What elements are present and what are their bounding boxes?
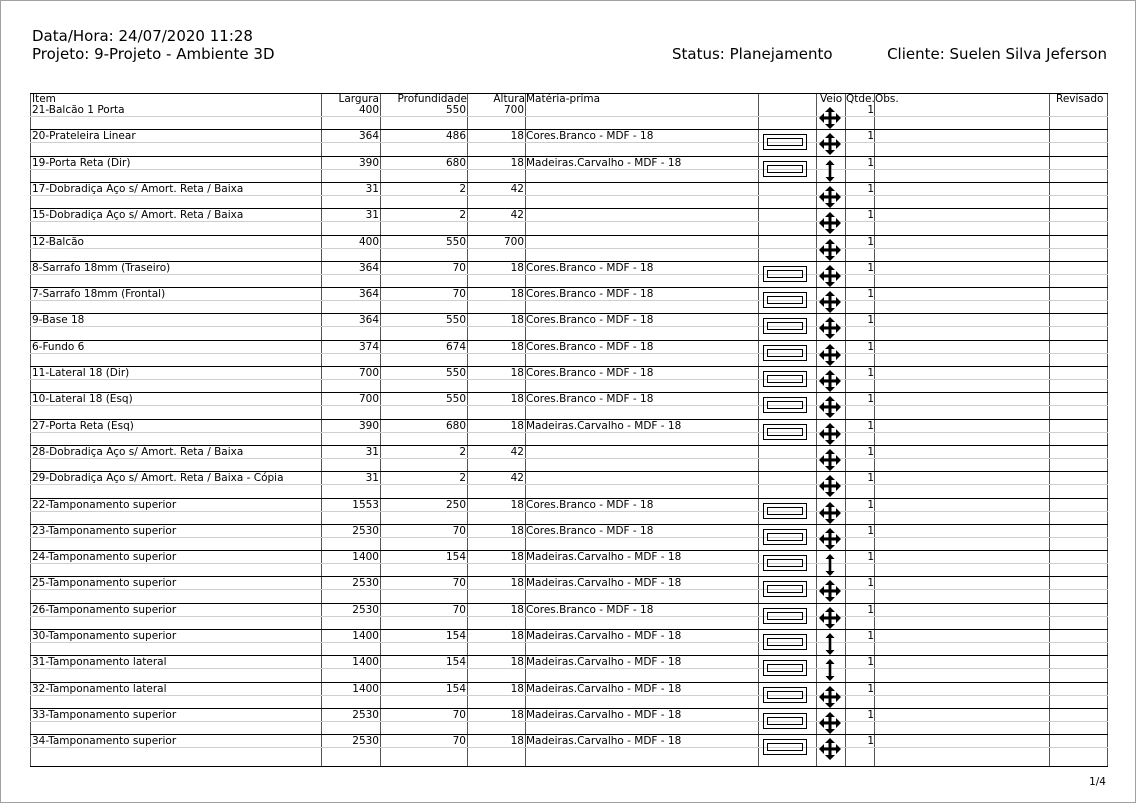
cell-item: 25-Tamponamento superior xyxy=(32,577,177,590)
cell-profundidade: 550 xyxy=(445,367,466,379)
cell-item: 34-Tamponamento superior xyxy=(32,735,177,748)
cell-profundidade: 2 xyxy=(459,445,466,458)
col-qtde: Qtde. xyxy=(846,93,875,105)
cell-item: 22-Tamponamento superior xyxy=(32,498,177,511)
cell-materia: Cores.Branco - MDF - 18 xyxy=(526,130,654,143)
cell-profundidade: 154 xyxy=(445,630,466,642)
panel-icon xyxy=(763,555,807,571)
cell-profundidade: 550 xyxy=(445,235,466,248)
panel-icon xyxy=(763,660,807,676)
grain-4way-arrow-icon xyxy=(818,737,842,761)
cell-altura: 18 xyxy=(510,419,524,432)
cell-profundidade: 70 xyxy=(452,288,466,301)
cell-largura: 31 xyxy=(365,472,379,485)
grain-4way-arrow-icon xyxy=(818,395,842,419)
col-obs: Obs. xyxy=(875,93,899,105)
cell-item: 7-Sarrafo 18mm (Frontal) xyxy=(32,288,166,301)
cell-qtde: 1 xyxy=(867,104,874,116)
cell-qtde: 1 xyxy=(867,472,874,485)
cell-altura: 18 xyxy=(510,130,524,143)
cell-qtde: 1 xyxy=(867,393,874,406)
col-altura: Altura xyxy=(493,93,525,105)
panel-icon xyxy=(763,581,807,597)
cell-altura: 18 xyxy=(510,393,524,406)
cell-altura: 18 xyxy=(510,708,524,721)
panel-icon xyxy=(763,634,807,650)
cell-altura: 700 xyxy=(503,235,524,248)
cell-altura: 18 xyxy=(510,261,524,274)
cell-qtde: 1 xyxy=(867,209,874,222)
cell-largura: 374 xyxy=(358,340,379,353)
cell-largura: 364 xyxy=(358,288,379,301)
grain-4way-arrow-icon xyxy=(818,685,842,709)
grain-4way-arrow-icon xyxy=(818,474,842,498)
cell-materia: Cores.Branco - MDF - 18 xyxy=(526,393,654,406)
cell-materia: Madeiras.Carvalho - MDF - 18 xyxy=(526,656,682,669)
cell-qtde: 1 xyxy=(867,630,874,642)
cell-altura: 18 xyxy=(510,603,524,616)
grain-4way-arrow-icon xyxy=(818,501,842,525)
panel-icon xyxy=(763,608,807,624)
grain-4way-arrow-icon xyxy=(818,106,842,130)
grain-4way-arrow-icon xyxy=(818,238,842,262)
panel-icon xyxy=(763,371,807,387)
cell-altura: 42 xyxy=(510,445,524,458)
cell-largura: 31 xyxy=(365,445,379,458)
cell-qtde: 1 xyxy=(867,498,874,511)
grain-4way-arrow-icon xyxy=(818,527,842,551)
cell-qtde: 1 xyxy=(867,682,874,695)
cell-item: 11-Lateral 18 (Dir) xyxy=(32,367,130,379)
cell-largura: 1400 xyxy=(352,656,379,669)
cell-largura: 1553 xyxy=(352,498,379,511)
grain-vertical-arrow-icon xyxy=(818,553,842,577)
cell-largura: 2530 xyxy=(352,735,379,748)
grain-4way-arrow-icon xyxy=(818,211,842,235)
cell-profundidade: 2 xyxy=(459,472,466,485)
panel-icon xyxy=(763,266,807,282)
cell-profundidade: 2 xyxy=(459,209,466,222)
panel-icon xyxy=(763,687,807,703)
cell-largura: 364 xyxy=(358,314,379,327)
cell-altura: 18 xyxy=(510,551,524,564)
cell-qtde: 1 xyxy=(867,314,874,327)
grain-4way-arrow-icon xyxy=(818,369,842,393)
grain-4way-arrow-icon xyxy=(818,316,842,340)
cell-largura: 1400 xyxy=(352,682,379,695)
cell-qtde: 1 xyxy=(867,445,874,458)
cell-altura: 18 xyxy=(510,577,524,590)
grain-4way-arrow-icon xyxy=(818,711,842,735)
cell-qtde: 1 xyxy=(867,288,874,301)
cell-altura: 42 xyxy=(510,182,524,195)
grain-4way-arrow-icon xyxy=(818,264,842,288)
cell-largura: 31 xyxy=(365,182,379,195)
col-revisado: Revisado xyxy=(1056,93,1104,105)
cell-largura: 31 xyxy=(365,209,379,222)
panel-icon xyxy=(763,529,807,545)
panel-icon xyxy=(763,292,807,308)
cell-altura: 42 xyxy=(510,209,524,222)
cell-profundidade: 70 xyxy=(452,577,466,590)
cell-largura: 700 xyxy=(358,393,379,406)
cell-profundidade: 154 xyxy=(445,551,466,564)
cell-item: 15-Dobradiça Aço s/ Amort. Reta / Baixa xyxy=(32,209,244,222)
cell-largura: 2530 xyxy=(352,603,379,616)
cell-materia: Madeiras.Carvalho - MDF - 18 xyxy=(526,735,682,748)
cell-qtde: 1 xyxy=(867,551,874,564)
cell-materia: Cores.Branco - MDF - 18 xyxy=(526,340,654,353)
cell-largura: 390 xyxy=(358,156,379,169)
grain-4way-arrow-icon xyxy=(818,290,842,314)
cell-item: 12-Balcão xyxy=(32,235,84,248)
cell-largura: 2530 xyxy=(352,524,379,537)
cell-altura: 18 xyxy=(510,630,524,642)
cell-materia: Madeiras.Carvalho - MDF - 18 xyxy=(526,577,682,590)
cell-item: 26-Tamponamento superior xyxy=(32,603,177,616)
cell-altura: 700 xyxy=(503,104,524,116)
cell-profundidade: 70 xyxy=(452,261,466,274)
panel-icon xyxy=(763,318,807,334)
col-materia-prima: Matéria-prima xyxy=(526,93,601,105)
cell-profundidade: 550 xyxy=(445,314,466,327)
cell-materia: Cores.Branco - MDF - 18 xyxy=(526,261,654,274)
status: Status: Planejamento xyxy=(672,45,833,63)
cell-altura: 42 xyxy=(510,472,524,485)
client: Cliente: Suelen Silva Jeferson xyxy=(887,45,1107,63)
cell-item: 20-Prateleira Linear xyxy=(32,130,136,143)
cell-item: 19-Porta Reta (Dir) xyxy=(32,156,131,169)
panel-icon xyxy=(763,424,807,440)
cell-qtde: 1 xyxy=(867,261,874,274)
cell-profundidade: 486 xyxy=(445,130,466,143)
cell-altura: 18 xyxy=(510,314,524,327)
cell-altura: 18 xyxy=(510,656,524,669)
cell-profundidade: 70 xyxy=(452,603,466,616)
cell-qtde: 1 xyxy=(867,235,874,248)
parts-table xyxy=(30,93,1108,767)
cell-altura: 18 xyxy=(510,156,524,169)
cell-qtde: 1 xyxy=(867,156,874,169)
grain-4way-arrow-icon xyxy=(818,579,842,603)
col-veio: Veio xyxy=(820,93,843,105)
cell-materia: Cores.Branco - MDF - 18 xyxy=(526,288,654,301)
cell-qtde: 1 xyxy=(867,603,874,616)
cell-materia: Madeiras.Carvalho - MDF - 18 xyxy=(526,708,682,721)
cell-materia: Cores.Branco - MDF - 18 xyxy=(526,524,654,537)
cell-altura: 18 xyxy=(510,524,524,537)
cell-altura: 18 xyxy=(510,340,524,353)
panel-icon xyxy=(763,739,807,755)
cell-largura: 700 xyxy=(358,367,379,379)
grain-4way-arrow-icon xyxy=(818,132,842,156)
page-number: 1/4 xyxy=(1089,776,1106,788)
cell-item: 9-Base 18 xyxy=(32,314,85,327)
cell-materia: Madeiras.Carvalho - MDF - 18 xyxy=(526,630,682,642)
cell-item: 21-Balcão 1 Porta xyxy=(32,104,125,116)
cell-item: 23-Tamponamento superior xyxy=(32,524,177,537)
panel-icon xyxy=(763,345,807,361)
panel-icon xyxy=(763,397,807,413)
cell-qtde: 1 xyxy=(867,577,874,590)
cell-largura: 1400 xyxy=(352,630,379,642)
cell-largura: 364 xyxy=(358,130,379,143)
cell-altura: 18 xyxy=(510,682,524,695)
panel-icon xyxy=(763,134,807,150)
datetime: Data/Hora: 24/07/2020 11:28 xyxy=(32,27,253,45)
cell-item: 31-Tamponamento lateral xyxy=(32,656,167,669)
cell-item: 8-Sarrafo 18mm (Traseiro) xyxy=(32,261,171,274)
cell-profundidade: 250 xyxy=(445,498,466,511)
panel-icon xyxy=(763,161,807,177)
cell-item: 6-Fundo 6 xyxy=(32,340,85,353)
cell-qtde: 1 xyxy=(867,367,874,379)
cell-altura: 18 xyxy=(510,367,524,379)
project-name: Projeto: 9-Projeto - Ambiente 3D xyxy=(32,45,275,63)
cell-profundidade: 70 xyxy=(452,708,466,721)
col-largura: Largura xyxy=(338,93,379,105)
cell-largura: 364 xyxy=(358,261,379,274)
col-profundidade: Profundidade xyxy=(397,93,467,105)
cell-profundidade: 680 xyxy=(445,419,466,432)
cell-largura: 2530 xyxy=(352,577,379,590)
grain-4way-arrow-icon xyxy=(818,606,842,630)
cell-altura: 18 xyxy=(510,498,524,511)
cell-materia: Madeiras.Carvalho - MDF - 18 xyxy=(526,551,682,564)
cell-item: 10-Lateral 18 (Esq) xyxy=(32,393,133,406)
cell-item: 28-Dobradiça Aço s/ Amort. Reta / Baixa xyxy=(32,445,244,458)
cell-materia: Cores.Branco - MDF - 18 xyxy=(526,314,654,327)
cell-largura: 400 xyxy=(358,235,379,248)
cell-item: 24-Tamponamento superior xyxy=(32,551,177,564)
cell-largura: 400 xyxy=(358,104,379,116)
grain-4way-arrow-icon xyxy=(818,343,842,367)
cell-materia: Madeiras.Carvalho - MDF - 18 xyxy=(526,156,682,169)
cell-item: 33-Tamponamento superior xyxy=(32,708,177,721)
cell-largura: 1400 xyxy=(352,551,379,564)
cell-materia: Cores.Branco - MDF - 18 xyxy=(526,367,654,379)
panel-icon xyxy=(763,713,807,729)
cell-materia: Cores.Branco - MDF - 18 xyxy=(526,603,654,616)
cell-materia: Cores.Branco - MDF - 18 xyxy=(526,498,654,511)
grain-vertical-arrow-icon xyxy=(818,658,842,682)
cell-qtde: 1 xyxy=(867,524,874,537)
cell-profundidade: 154 xyxy=(445,656,466,669)
cell-altura: 18 xyxy=(510,288,524,301)
cell-qtde: 1 xyxy=(867,419,874,432)
cell-qtde: 1 xyxy=(867,130,874,143)
grain-vertical-arrow-icon xyxy=(818,159,842,183)
panel-icon xyxy=(763,503,807,519)
cell-materia: Madeiras.Carvalho - MDF - 18 xyxy=(526,419,682,432)
grain-4way-arrow-icon xyxy=(818,422,842,446)
cell-largura: 2530 xyxy=(352,708,379,721)
cell-profundidade: 2 xyxy=(459,182,466,195)
col-item: Item xyxy=(32,93,56,105)
cell-materia: Madeiras.Carvalho - MDF - 18 xyxy=(526,682,682,695)
grain-4way-arrow-icon xyxy=(818,185,842,209)
cell-altura: 18 xyxy=(510,735,524,748)
cell-profundidade: 70 xyxy=(452,735,466,748)
cell-qtde: 1 xyxy=(867,656,874,669)
cell-item: 17-Dobradiça Aço s/ Amort. Reta / Baixa xyxy=(32,182,244,195)
grain-4way-arrow-icon xyxy=(818,448,842,472)
cell-profundidade: 680 xyxy=(445,156,466,169)
grain-vertical-arrow-icon xyxy=(818,632,842,656)
cell-qtde: 1 xyxy=(867,735,874,748)
cell-profundidade: 550 xyxy=(445,104,466,116)
cell-item: 27-Porta Reta (Esq) xyxy=(32,419,134,432)
cell-item: 32-Tamponamento lateral xyxy=(32,682,167,695)
cell-profundidade: 70 xyxy=(452,524,466,537)
cell-profundidade: 550 xyxy=(445,393,466,406)
cell-item: 30-Tamponamento superior xyxy=(32,630,177,642)
cell-qtde: 1 xyxy=(867,182,874,195)
cell-qtde: 1 xyxy=(867,708,874,721)
cell-profundidade: 674 xyxy=(445,340,466,353)
cell-profundidade: 154 xyxy=(445,682,466,695)
cell-largura: 390 xyxy=(358,419,379,432)
cell-item: 29-Dobradiça Aço s/ Amort. Reta / Baixa - Cópia xyxy=(32,472,284,485)
cell-qtde: 1 xyxy=(867,340,874,353)
